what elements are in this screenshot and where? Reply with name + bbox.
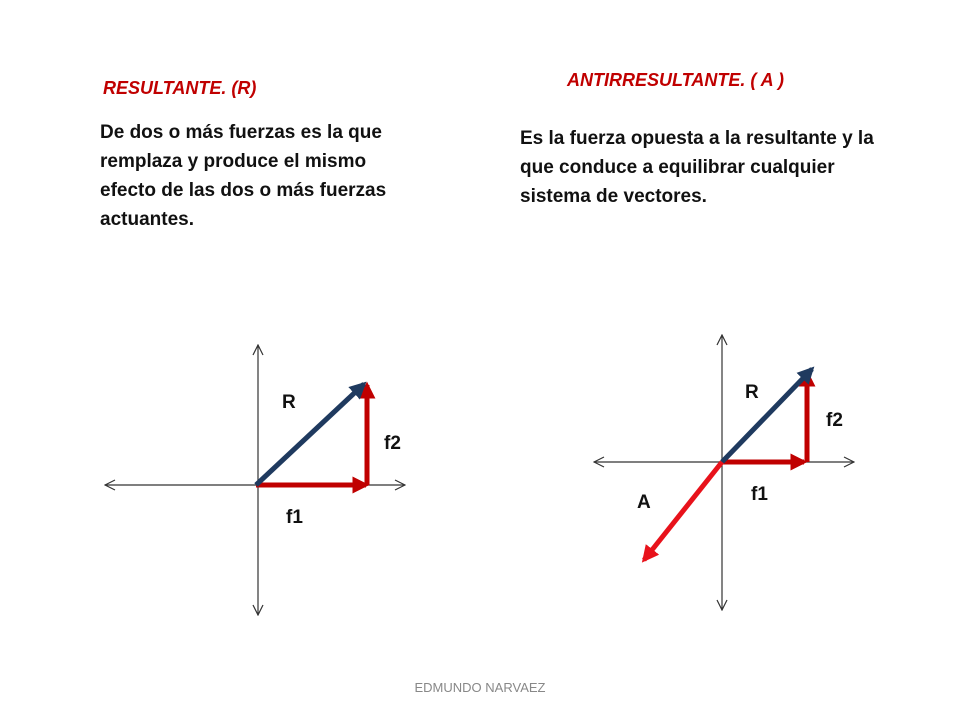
resultant-title: RESULTANTE. (R) (103, 78, 257, 98)
antiresultant-description: Es la fuerza opuesta a la resultante y la que conduce a equilibrar cualquier sistema de vectores. (520, 128, 874, 207)
f2-label: f2 (826, 410, 843, 431)
antiresultant-title: ANTIRRESULTANTE. ( A ) (567, 70, 784, 90)
footer-author: EDMUNDO NARVAEZ (414, 680, 546, 695)
f2-label: f2 (384, 433, 401, 454)
resultant-description: De dos o más fuerzas es la que remplaza y produce el mismo efecto de las dos o más fuerzas actuantes. (100, 122, 387, 230)
resultant-vector (256, 384, 364, 485)
resultant-diagram (105, 345, 405, 615)
antiresultant-diagram (594, 335, 854, 610)
resultant-label: R (282, 392, 296, 413)
f1-label: f1 (751, 484, 768, 505)
resultant-vector (722, 369, 812, 462)
f1-label: f1 (286, 507, 303, 528)
antiresultant-label: A (637, 492, 651, 513)
antiresultant-vector (644, 462, 722, 560)
resultant-label: R (745, 382, 759, 403)
